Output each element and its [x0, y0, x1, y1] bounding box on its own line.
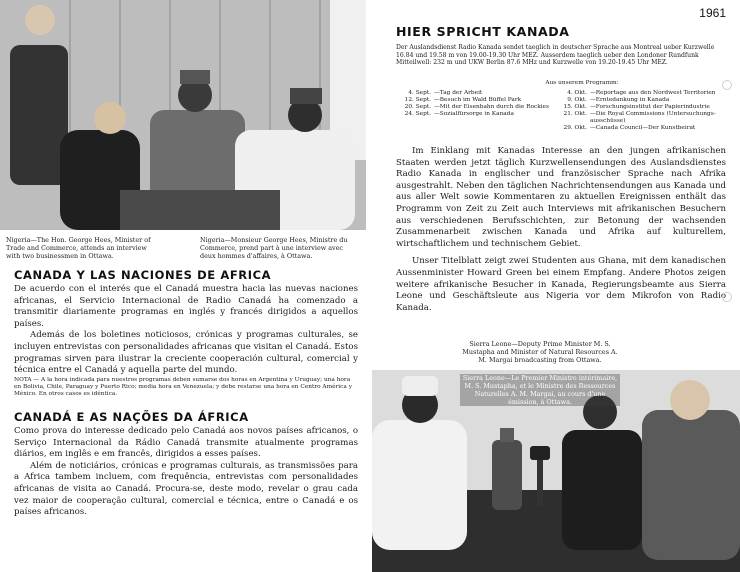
- year-label: 1961: [699, 6, 726, 20]
- spanish-paragraph-1: De acuerdo con el interés que el Canadá muestra hacia las nuevas naciones africanas, el Servicio Internacional de Radio Canadá ha comenzado a transmitir diariamente programas en inglés y francés dirigidos a aquellos países.: [14, 284, 358, 329]
- spanish-note: NOTA — A la hora indicada para nuestros programas deben sumarse dos horas en Argentina y Uruguay; una hora en Bolivia, Chile, Paraguay y Puerto Rico; media hora en Venezuela; y debe restarse una hora en Centro América y México. En otros casos es idéntica.: [14, 377, 352, 398]
- right-page: [372, 0, 740, 572]
- german-heading: HIER SPRICHT KANADA: [396, 24, 570, 39]
- portuguese-paragraph-2: Além de noticiários, crónicas e programas culturais, as transmissões para a Africa tambem incluem, com frequência, entrevistas com personalidades africanas de visita ao Canadá. Procura-se, deste modo, revelar o grau cada vez maior de cooperação cultural, comercial e técnica, entre o Canadá e os países africanos.: [14, 460, 358, 518]
- portuguese-body: [14, 426, 358, 519]
- program-entry: 21. Okt. —Die Royal Commissions (Untersuchungs-: [563, 111, 716, 118]
- binder-hole: [722, 292, 732, 302]
- program-list-title: Aus unserem Programm:: [545, 80, 619, 86]
- program-list-september: [400, 90, 549, 118]
- program-entry: ausschüsse): [590, 118, 626, 125]
- spanish-body: [14, 284, 358, 377]
- program-entry: 15. Okt. —Forschungsinstitut der Papierindustrie: [563, 104, 710, 111]
- german-paragraph-2: Unser Titelblatt zeigt zwei Studenten aus Ghana, mit dem kanadischen Aussenminister Howard Green bei einem Empfang. Andere Photos zeigen weitere afrikanische Besucher in Kanada, Regierungsbeamte aus Sierra Leone und Geschäftsleute aus Nigeria vor dem Mikrofon von Radio Kanada.: [396, 256, 726, 313]
- spanish-heading: CANADA Y LAS NACIONES DE AFRICA: [14, 268, 272, 282]
- german-body: [396, 146, 726, 314]
- program-entry: 29. Okt. —Canada Council—Der Kunstbeirat: [563, 125, 696, 132]
- sierra-leone-caption-french: Sierra Leone—Le Premier Ministre intérimaire, M. S. Mustapha, et le Ministre des Ressources Naturelles A. M. Margai, au cours d'une émission, à Ottawa.: [460, 374, 620, 406]
- program-entry: 20. Sept. —Mit der Eisenbahn durch die Rockies: [404, 104, 549, 111]
- program-entry: 24. Sept. —Sozialfürsorge in Kanada: [404, 111, 514, 118]
- nigeria-interview-illustration: [0, 0, 366, 230]
- spanish-paragraph-2: Además de los boletines noticiosos, crónicas y programas culturales, se incluyen entrevistas con personalidades africanas que visitan el Canadá. Estos programas sirven para ilustrar la creciente cooperación cultural, comercial y técnica entre el Canadá y aquella parte del mundo.: [14, 330, 358, 376]
- nigeria-interview-photo: [0, 0, 366, 230]
- program-list-october: [556, 90, 716, 133]
- program-entry: 12. Sept. —Besuch im Wald Büffel Park: [404, 97, 522, 104]
- sierra-leone-caption-english: Sierra Leone—Deputy Prime Minister M. S. Mustapha and Minister of Natural Resources A. M. Margai broadcasting from Ottawa.: [462, 340, 618, 364]
- left-page: [0, 0, 366, 572]
- program-entry: 9. Okt. —Erntedankung in Kanada: [567, 97, 670, 104]
- german-paragraph-1: Im Einklang mit Kanadas Interesse an den jungen afrikanischen Staaten werden jetzt täglich Kurzwellensendungen des Auslandsdienstes Radio Kanada in englischer und französischer Sprache nach Afrika ausgestrahlt. Neben den täglichen Nachrichtensendungen aus Kanada und aus aller Welt sowie Kommentaren zu aktuellen Ereignissen enthält das Programm von Zeit zu Zeit auch Interviews mit afrikanischen Besuchern aus verschiedenen Berufsschichten, zur Betonung der wachsenden Zusammenarbeit zwischen Kanada und Afrika auf kulturellem, wirtschaftlichem und technischem Gebiet.: [396, 146, 726, 249]
- photo-caption-english: Nigeria—The Hon. George Hees, Minister of Trade and Commerce, attends an interview with two businessmen in Ottawa.: [6, 236, 151, 260]
- broadcast-schedule-intro: Der Auslandsdienst Radio Kanada sendet taeglich in deutscher Sprache aus Montreal ueber Kurzwelle 16.84 und 19.58 m von 19.00-19.30 Uhr MEZ. Ausserdem taeglich ueber den Londoner Rundfunk Mitteilwell: 232 m und UKW Berlin 87.6 MHz und Kurzwelle von 19.20-19.45 Uhr MEZ.: [396, 44, 715, 67]
- program-entry: 4. Okt. —Reportage aus den Nordwest Territorien: [567, 90, 716, 96]
- program-entry: 4. Sept. —Tag der Arbeit: [408, 90, 483, 96]
- photo-caption-french: Nigeria—Monsieur George Hees, Ministre du Commerce, prend part à une interview avec deux hommes d'affaires, à Ottawa.: [200, 236, 348, 260]
- binder-hole: [722, 80, 732, 90]
- portuguese-paragraph-1: Como prova do interesse dedicado pelo Canadá aos novos países africanos, o Serviço Internacional da Rádio Canadá transmite atualmente programas diários, em inglês e em francês, dirigidos a esses países.: [14, 426, 358, 460]
- portuguese-heading: CANADÁ E AS NAÇÕES DA ÁFRICA: [14, 410, 249, 424]
